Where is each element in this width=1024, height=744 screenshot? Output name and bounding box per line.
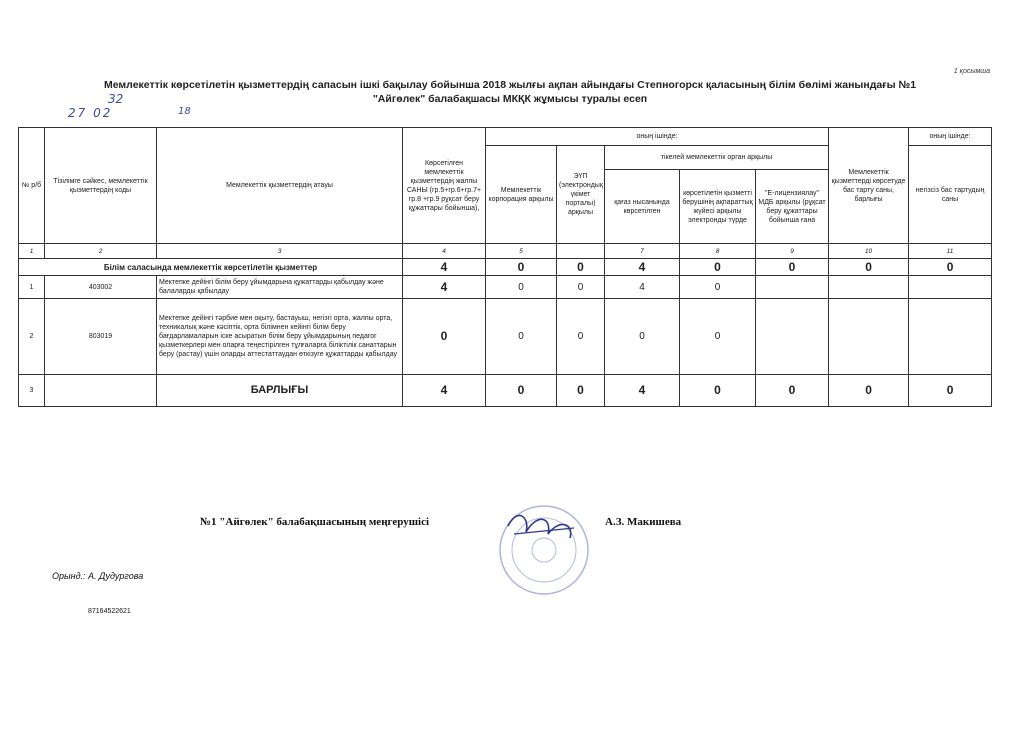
header-paper-form: қағаз нысанында көрсетілген	[605, 170, 680, 244]
official-seal-icon	[478, 488, 598, 598]
col-num-8: 8	[680, 244, 756, 259]
section-cell-6: 0	[557, 259, 605, 276]
col-num-9: 9	[756, 244, 829, 259]
section-row	[19, 259, 992, 276]
col-num-2: 2	[45, 244, 157, 259]
header-including-group: оның ішінде:	[486, 128, 829, 146]
total-cell-10: 0	[829, 375, 909, 407]
total-cell-8: 0	[680, 375, 756, 407]
col-num-5: 5	[486, 244, 557, 259]
service-name: Мектепке дейінгі білім беру ұйымдарына құжаттарды қабылдау және балаларды қабылдау	[157, 276, 403, 299]
header-provider-info-system: көрсетілетін қызметті берушінің ақпараттық жүйесі арқылы электронды түрде	[680, 170, 756, 244]
row-cell-11	[909, 276, 992, 299]
service-name: Мектепке дейінгі тәрбие мен оқыту, бастауыш, негізгі орта, жалпы орта, техникалық және кәсіптік, орта білімнен кейінгі білім беру бағдарламаларын іске асыратын білім беру ұйымдарының педагог қызметкерлері мен оларға теңестірілген тұлғаларға біліктілік санаттарын беру (растау) үшін оларды аттестаттаудан өткізуге құжаттарды қабылдау	[157, 299, 403, 375]
col-num-10: 10	[829, 244, 909, 259]
col-num-7: 7	[605, 244, 680, 259]
header-row-number: № р/б	[19, 128, 45, 244]
row-cell-9	[756, 299, 829, 375]
section-cell-9: 0	[756, 259, 829, 276]
header-direct-via-agency: тікелей мемлекеттік орган арқылы	[605, 146, 829, 170]
section-cell-11: 0	[909, 259, 992, 276]
service-code: 803019	[45, 299, 157, 375]
total-label: БАРЛЫҒЫ	[157, 375, 403, 407]
section-label: Білім саласында мемлекеттік көрсетілетін қызметтер	[19, 259, 403, 276]
row-cell-11	[909, 299, 992, 375]
total-row	[19, 375, 992, 407]
header-egov-portal: ЭҮП (электрондық үкімет порталы) арқылы	[557, 146, 605, 244]
total-cell-7: 4	[605, 375, 680, 407]
column-numbers-row	[19, 244, 992, 259]
header-total-count: Көрсетілген мемлекеттік қызметтердің жалпы САНЫ (гр.5+гр.6+гр.7+ гр.8 +гр.9 рұқсат беру құжаттары бойынша),	[403, 128, 486, 244]
section-cell-7: 4	[605, 259, 680, 276]
row-cell-7: 4	[605, 276, 680, 299]
executor-phone: 87164522621	[88, 608, 131, 615]
table-row	[19, 276, 992, 299]
row-number: 1	[19, 276, 45, 299]
total-row-number: 3	[19, 375, 45, 407]
report-title-line2: "Айгөлек" балабақшасы МКҚК жұмысы туралы есеп	[372, 93, 648, 105]
handwritten-date: 27 02	[68, 106, 113, 120]
signatory-role: №1 "Айгөлек" балабақшасының меңгерушісі	[200, 516, 430, 528]
appendix-label: 1 қосымша	[953, 68, 990, 75]
handwritten-reg-number: 32	[108, 92, 124, 106]
col-num-11: 11	[909, 244, 992, 259]
total-cell-4: 4	[403, 375, 486, 407]
row-cell-5: 0	[486, 299, 557, 375]
col-num-3: 3	[157, 244, 403, 259]
row-cell-4: 4	[403, 276, 486, 299]
header-state-corporation: Мемлекеттік корпорация арқылы	[486, 146, 557, 244]
header-refusals-total: Мемлекеттік қызметтерді көрсетуде бас тарту саны, барлығы	[829, 128, 909, 244]
section-cell-4: 4	[403, 259, 486, 276]
row-cell-6: 0	[557, 276, 605, 299]
header-e-licensing: "Е-лицензиялау" МДБ арқылы (рұқсат беру құжаттары бойынша ғана	[756, 170, 829, 244]
handwritten-year: 18	[178, 106, 191, 117]
header-service-name: Мемлекеттік қызметтердің атауы	[157, 128, 403, 244]
total-cell-11: 0	[909, 375, 992, 407]
section-cell-8: 0	[680, 259, 756, 276]
row-cell-8: 0	[680, 276, 756, 299]
section-cell-5: 0	[486, 259, 557, 276]
total-cell-9: 0	[756, 375, 829, 407]
service-code: 403002	[45, 276, 157, 299]
total-empty-cell	[45, 375, 157, 407]
total-cell-6: 0	[557, 375, 605, 407]
row-cell-10	[829, 276, 909, 299]
signatory-name: А.З. Макишева	[605, 516, 682, 528]
row-cell-8: 0	[680, 299, 756, 375]
header-unfounded-refusals: негізсіз бас тартудың саны	[909, 146, 992, 244]
executor-label: Орынд.: А. Дудургова	[52, 571, 144, 581]
row-cell-10	[829, 299, 909, 375]
row-cell-4: 0	[403, 299, 486, 375]
header-including-group-2: оның ішінде:	[909, 128, 992, 146]
section-cell-10: 0	[829, 259, 909, 276]
report-table	[18, 127, 992, 407]
col-num-6	[557, 244, 605, 259]
report-title-line1: Мемлекеттік көрсетілетін қызметтердің сапасын ішкі бақылау бойынша 2018 жылғы ақпан айындағы Степногорск қаласының білім бөлімі жанындағы №1	[103, 79, 917, 91]
total-cell-5: 0	[486, 375, 557, 407]
row-cell-7: 0	[605, 299, 680, 375]
row-number: 2	[19, 299, 45, 375]
table-row	[19, 299, 992, 375]
col-num-4: 4	[403, 244, 486, 259]
row-cell-9	[756, 276, 829, 299]
header-service-code: Тізілімге сәйкес, мемлекеттік қызметтердің коды	[45, 128, 157, 244]
report-title	[30, 78, 990, 106]
row-cell-6: 0	[557, 299, 605, 375]
col-num-1: 1	[19, 244, 45, 259]
row-cell-5: 0	[486, 276, 557, 299]
